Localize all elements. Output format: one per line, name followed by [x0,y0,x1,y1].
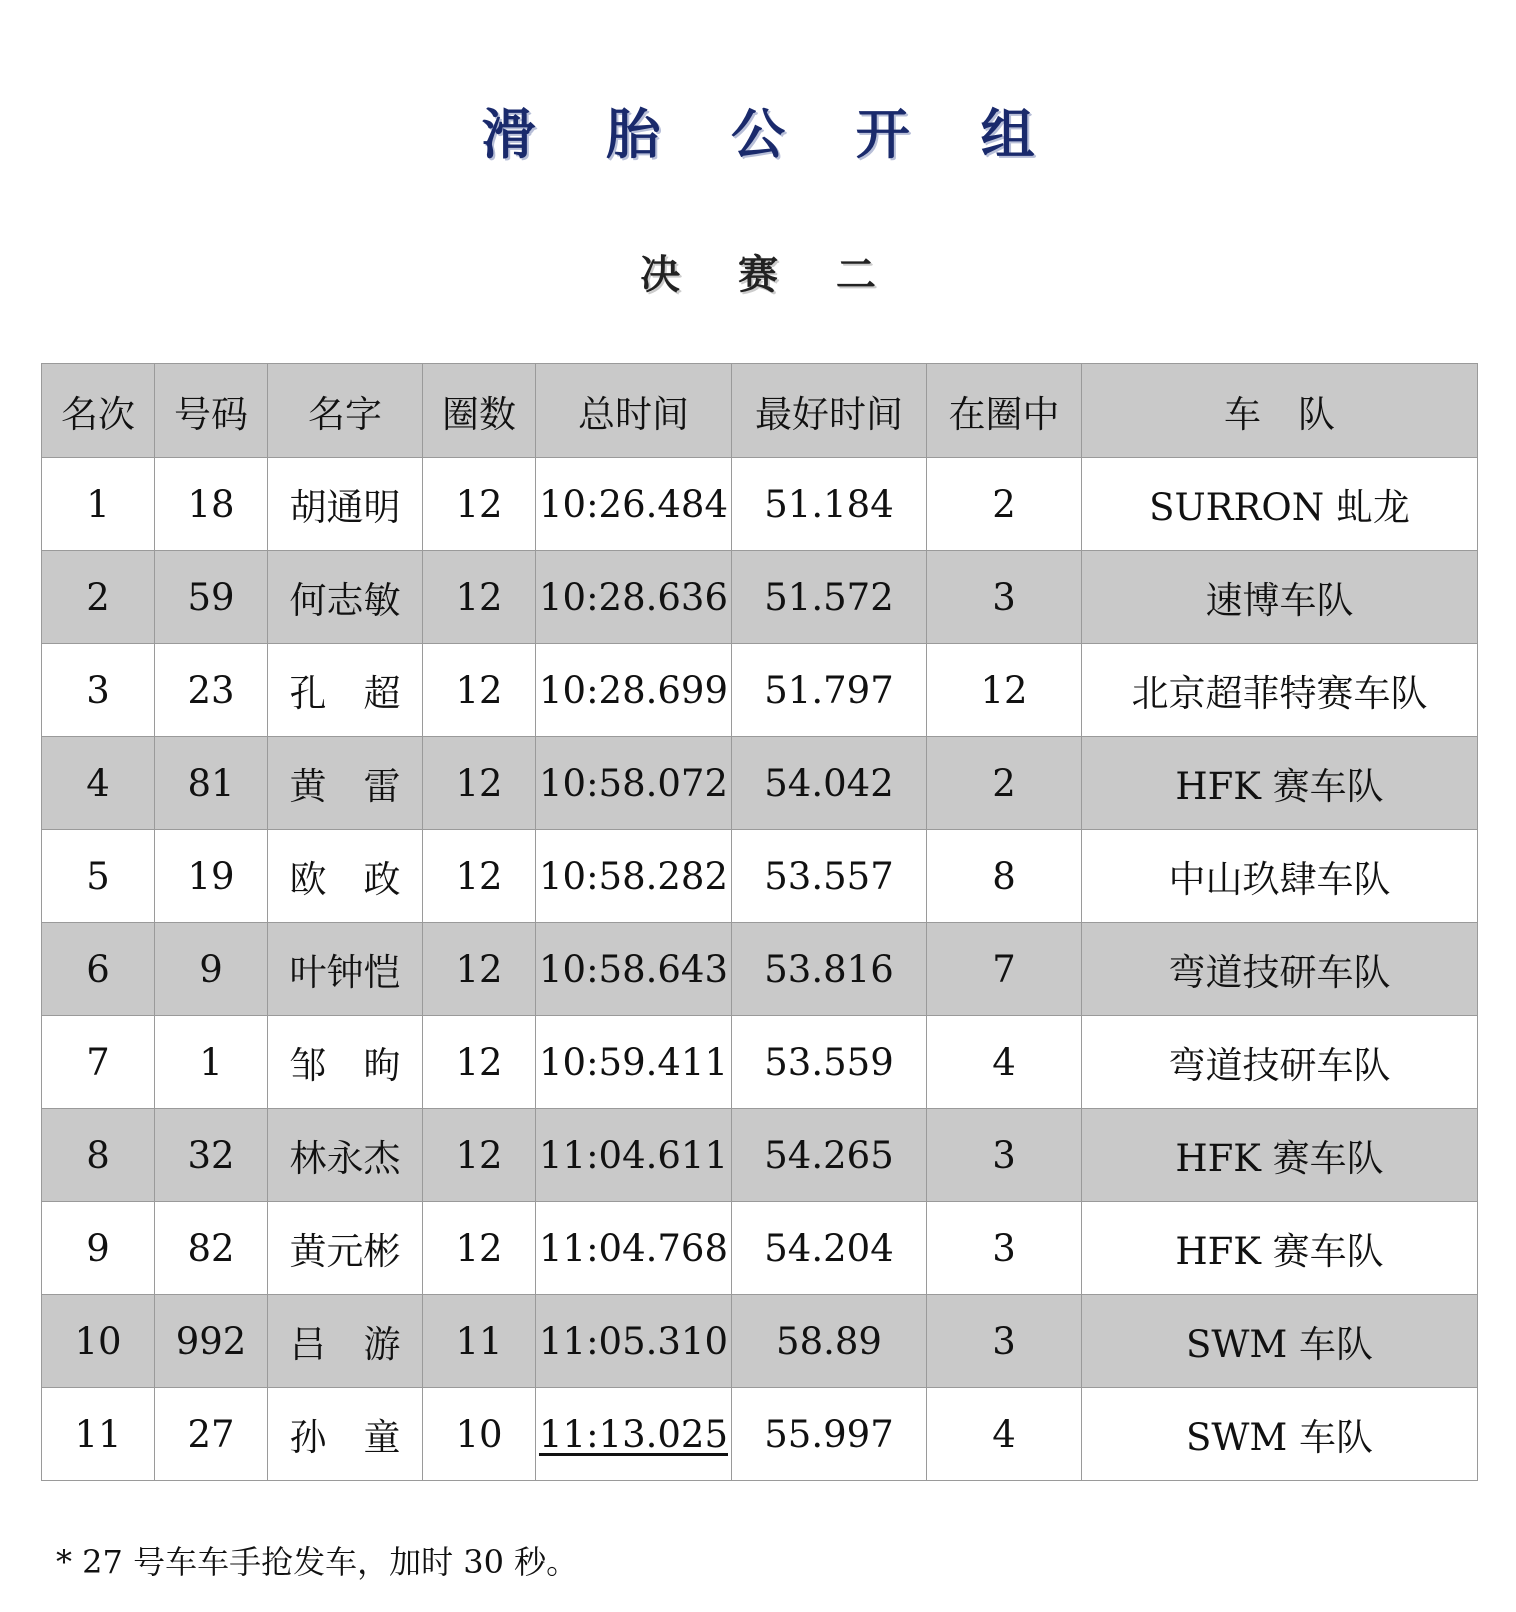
cell-name: 邹 昫 [268,1016,423,1109]
cell-team: 北京超菲特赛车队 [1082,644,1478,737]
cell-laps: 12 [423,1016,536,1109]
cell-number: 82 [155,1202,268,1295]
cell-total-time: 10:58.282 [536,830,732,923]
cell-laps: 11 [423,1295,536,1388]
table-row [42,830,1478,923]
cell-number: 19 [155,830,268,923]
cell-best-time: 51.572 [732,551,927,644]
cell-name: 叶钟恺 [268,923,423,1016]
cell-laps: 12 [423,551,536,644]
cell-team: HFK 赛车队 [1082,737,1478,830]
cell-best-time: 58.89 [732,1295,927,1388]
cell-team: SWM 车队 [1082,1295,1478,1388]
cell-rank: 11 [42,1388,155,1481]
cell-rank: 10 [42,1295,155,1388]
table-row [42,737,1478,830]
cell-number: 81 [155,737,268,830]
cell-name: 孙 童 [268,1388,423,1481]
header-name: 名字 [268,364,423,458]
header-total-time: 总时间 [536,364,732,458]
cell-in-lap: 7 [927,923,1082,1016]
cell-total-time: 10:28.699 [536,644,732,737]
cell-team: HFK 赛车队 [1082,1202,1478,1295]
cell-total-time: 11:05.310 [536,1295,732,1388]
cell-team: HFK 赛车队 [1082,1109,1478,1202]
cell-number: 992 [155,1295,268,1388]
header-rank: 名次 [42,364,155,458]
cell-in-lap: 3 [927,1109,1082,1202]
cell-laps: 12 [423,1202,536,1295]
cell-in-lap: 3 [927,1202,1082,1295]
cell-team: 弯道技研车队 [1082,923,1478,1016]
cell-in-lap: 3 [927,551,1082,644]
cell-number: 27 [155,1388,268,1481]
cell-total-time: 10:26.484 [536,458,732,551]
cell-number: 59 [155,551,268,644]
table-row [42,1202,1478,1295]
cell-name: 黄 雷 [268,737,423,830]
cell-rank: 5 [42,830,155,923]
cell-total-time: 10:28.636 [536,551,732,644]
table-row [42,644,1478,737]
cell-rank: 4 [42,737,155,830]
cell-number: 32 [155,1109,268,1202]
table-row [42,1388,1478,1481]
page-subtitle: 决 赛 二 [640,251,898,298]
cell-total-time: 10:58.072 [536,737,732,830]
cell-rank: 2 [42,551,155,644]
cell-in-lap: 12 [927,644,1082,737]
cell-total-time: 10:58.643 [536,923,732,1016]
cell-best-time: 53.557 [732,830,927,923]
cell-number: 9 [155,923,268,1016]
table-row [42,458,1478,551]
cell-best-time: 51.797 [732,644,927,737]
cell-number: 23 [155,644,268,737]
header-number: 号码 [155,364,268,458]
cell-team: 弯道技研车队 [1082,1016,1478,1109]
cell-in-lap: 8 [927,830,1082,923]
cell-in-lap: 2 [927,458,1082,551]
cell-in-lap: 4 [927,1016,1082,1109]
cell-in-lap: 2 [927,737,1082,830]
cell-total-time [536,1388,732,1481]
cell-laps: 12 [423,737,536,830]
cell-best-time: 54.042 [732,737,927,830]
cell-name: 吕 游 [268,1295,423,1388]
cell-name: 孔 超 [268,644,423,737]
cell-number: 1 [155,1016,268,1109]
cell-name: 林永杰 [268,1109,423,1202]
cell-rank: 3 [42,644,155,737]
cell-laps: 12 [423,923,536,1016]
page-title: 滑 胎 公 开 组 [481,103,1061,166]
cell-team: SURRON 虬龙 [1082,458,1478,551]
cell-name: 欧 政 [268,830,423,923]
cell-laps: 12 [423,458,536,551]
table-row [42,551,1478,644]
cell-best-time: 51.184 [732,458,927,551]
cell-best-time: 54.204 [732,1202,927,1295]
table-row [42,1016,1478,1109]
results-table [41,363,1478,1481]
cell-total-time: 11:04.611 [536,1109,732,1202]
cell-best-time: 53.559 [732,1016,927,1109]
cell-rank: 1 [42,458,155,551]
table-row [42,1295,1478,1388]
cell-team: 中山玖肆车队 [1082,830,1478,923]
table-row [42,923,1478,1016]
cell-rank: 7 [42,1016,155,1109]
penalized-time: 11:13.025 [538,1412,728,1456]
cell-best-time: 53.816 [732,923,927,1016]
footnote: * 27 号车车手抢发车，加时 30 秒。 [56,1543,579,1581]
cell-name: 黄元彬 [268,1202,423,1295]
cell-in-lap: 3 [927,1295,1082,1388]
cell-in-lap: 4 [927,1388,1082,1481]
cell-rank: 6 [42,923,155,1016]
header-team: 车 队 [1082,364,1478,458]
cell-total-time: 10:59.411 [536,1016,732,1109]
cell-name: 何志敏 [268,551,423,644]
table-row [42,1109,1478,1202]
cell-laps: 12 [423,644,536,737]
cell-team: 速博车队 [1082,551,1478,644]
cell-best-time: 54.265 [732,1109,927,1202]
header-row [42,364,1478,458]
cell-total-time: 11:04.768 [536,1202,732,1295]
cell-rank: 8 [42,1109,155,1202]
cell-laps: 12 [423,830,536,923]
cell-number: 18 [155,458,268,551]
header-laps: 圈数 [423,364,536,458]
cell-rank: 9 [42,1202,155,1295]
header-in-lap: 在圈中 [927,364,1082,458]
cell-best-time: 55.997 [732,1388,927,1481]
cell-laps: 12 [423,1109,536,1202]
cell-laps: 10 [423,1388,536,1481]
cell-team: SWM 车队 [1082,1388,1478,1481]
cell-name: 胡通明 [268,458,423,551]
header-best-time: 最好时间 [732,364,927,458]
